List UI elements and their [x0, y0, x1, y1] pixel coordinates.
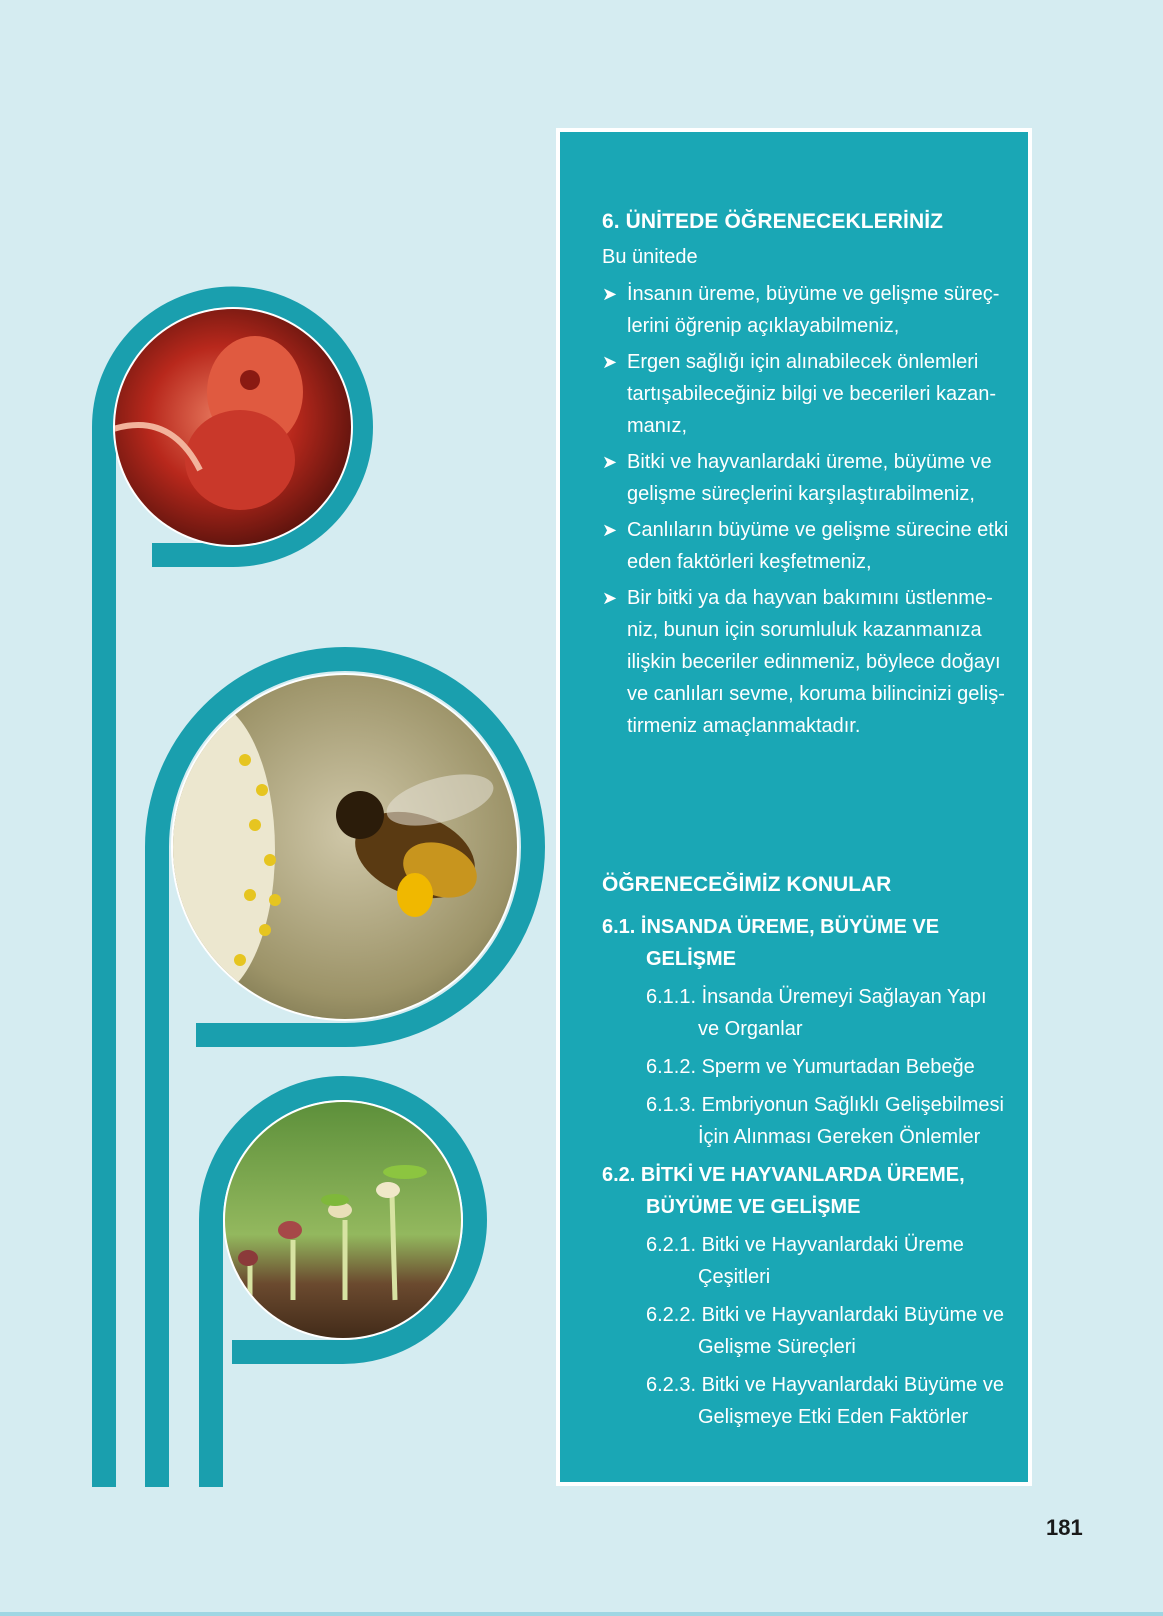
list-item: ➤ Bir bitki ya da hayvan bakımını üstlenme-niz, bunun için sorumluluk kazanmanıza ilişkin beceriler edinmeniz, böylece doğayı ve canlıları sevme, koruma bilincinizi geliş-tirmeniz amaçlanmaktadır.	[602, 582, 1010, 742]
page-number: 181	[1046, 1515, 1083, 1540]
decorative-spiral-illustration	[0, 0, 560, 1520]
topic-6-2-2: 6.2.2. Bitki ve Hayvanlardaki Büyüme ve Gelişme Süreçleri	[646, 1304, 1004, 1358]
topic-6-1-2: 6.1.2. Sperm ve Yumurtadan Bebeğe	[646, 1056, 975, 1078]
page-bottom-divider	[0, 1612, 1163, 1616]
topic-section-6-1: 6.1. İNSANDA ÜREME, BÜYÜME VE GELİŞME	[602, 916, 940, 970]
objectives-list	[602, 278, 1010, 742]
arrow-bullet-icon: ➤	[602, 520, 618, 540]
topics-title: ÖĞRENECEĞİMİZ KONULAR	[602, 873, 892, 896]
list-item: ➤ Canlıların büyüme ve gelişme sürecine etki eden faktörleri keşfetmeniz,	[602, 514, 1010, 578]
objectives-section	[602, 210, 1010, 746]
arrow-bullet-icon: ➤	[602, 588, 618, 608]
topic-6-2-1: 6.2.1. Bitki ve Hayvanlardaki Üreme Çeşitleri	[646, 1234, 964, 1288]
arrow-bullet-icon: ➤	[602, 452, 618, 472]
list-item: ➤ Bitki ve hayvanlardaki üreme, büyüme ve gelişme süreçlerini karşılaştırabilmeniz,	[602, 446, 1010, 510]
topic-section-6-2: 6.2. BİTKİ VE HAYVANLARDA ÜREME, BÜYÜME VE GELİŞME	[602, 1164, 965, 1218]
objectives-intro: Bu ünitede	[602, 246, 698, 268]
topic-6-1-1: 6.1.1. İnsanda Üremeyi Sağlayan Yapı ve Organlar	[646, 986, 987, 1040]
arrow-bullet-icon: ➤	[602, 352, 618, 372]
topic-6-1-3: 6.1.3. Embriyonun Sağlıklı Gelişebilmesi İçin Alınması Gereken Önlemler	[646, 1094, 1004, 1148]
list-item: ➤ Ergen sağlığı için alınabilecek önlemleri tartışabileceğiniz bilgi ve becerileri kazan-manız,	[602, 346, 1010, 442]
topics-list	[602, 911, 1010, 1439]
list-item: ➤ İnsanın üreme, büyüme ve gelişme süreç-lerini öğrenip açıklayabilmeniz,	[602, 278, 1010, 342]
objectives-panel	[556, 128, 1032, 1486]
topic-6-2-3: 6.2.3. Bitki ve Hayvanlardaki Büyüme ve Gelişmeye Etki Eden Faktörler	[646, 1374, 1004, 1428]
objectives-title: 6. ÜNİTEDE ÖĞRENECEKLERİNİZ	[602, 210, 944, 233]
arrow-bullet-icon: ➤	[602, 284, 618, 304]
